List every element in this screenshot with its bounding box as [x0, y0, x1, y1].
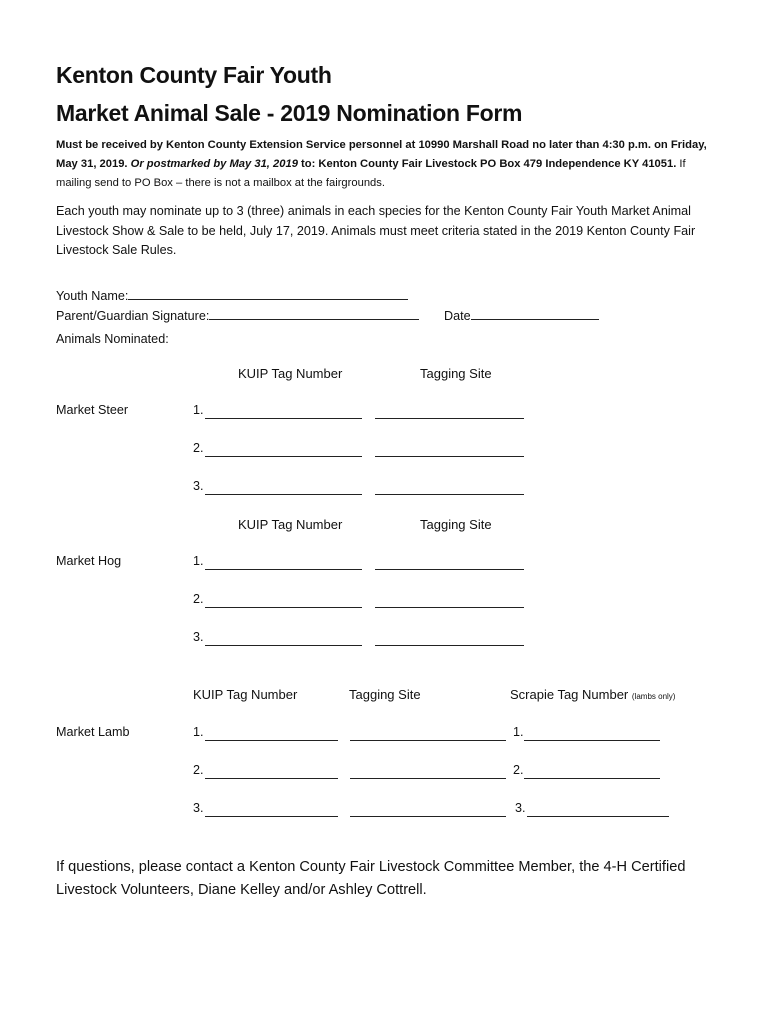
animals-nominated-label: Animals Nominated: — [56, 332, 169, 346]
lamb-tagging-site-header: Tagging Site — [349, 687, 421, 702]
page-title-line2: Market Animal Sale - 2019 Nomination Form — [56, 100, 523, 126]
hog-site-2-line[interactable] — [375, 607, 524, 608]
contact-note: If questions, please contact a Kenton County Fair Livestock Committee Member, the 4-H Certified Livestock Volunteers, Diane Kelley and/or Ashley Cottrell. — [56, 859, 686, 898]
submission-instructions — [56, 136, 716, 193]
steer-site-2-line[interactable] — [375, 456, 524, 457]
steer-kuip-header: KUIP Tag Number — [238, 366, 343, 381]
guardian-signature-line[interactable] — [209, 307, 419, 320]
lamb-row-1-number: 1. — [193, 725, 204, 739]
youth-name-field[interactable] — [56, 287, 408, 303]
lamb-row-2-number: 2. — [193, 763, 204, 777]
date-line[interactable] — [471, 307, 599, 320]
steer-kuip-1-line[interactable] — [205, 418, 362, 419]
hog-kuip-1-line[interactable] — [205, 569, 362, 570]
guardian-signature-label: Parent/Guardian Signature: — [56, 309, 210, 323]
steer-row-2-number: 2. — [193, 441, 204, 455]
market-hog-label: Market Hog — [56, 554, 122, 568]
lamb-scrapie-2-line[interactable] — [524, 778, 660, 779]
hog-kuip-header: KUIP Tag Number — [238, 517, 343, 532]
market-lamb-label: Market Lamb — [56, 725, 130, 739]
hog-kuip-2-line[interactable] — [205, 607, 362, 608]
lamb-scrapie-1-line[interactable] — [524, 740, 660, 741]
lamb-scrapie-3-number: 3. — [515, 801, 526, 815]
lamb-site-2-line[interactable] — [350, 778, 506, 779]
lamb-kuip-3-line[interactable] — [205, 816, 338, 817]
instructions-address: to: Kenton County Fair Livestock PO Box 479 Independence KY 41051. — [297, 158, 677, 170]
hog-row-3-number: 3. — [193, 630, 204, 644]
youth-name-line[interactable] — [128, 287, 408, 300]
hog-row-2-number: 2. — [193, 592, 204, 606]
lamb-kuip-1-line[interactable] — [205, 740, 338, 741]
steer-site-3-line[interactable] — [375, 494, 524, 495]
scrapie-header-note: (lambs only) — [631, 692, 676, 701]
instructions-mailing-note: If mailing send to PO Box – there is not a mailbox at the fairgrounds. — [56, 158, 686, 189]
guardian-signature-field[interactable] — [56, 307, 419, 323]
lamb-scrapie-header — [510, 687, 675, 702]
lamb-site-1-line[interactable] — [350, 740, 506, 741]
hog-row-1-number: 1. — [193, 554, 204, 568]
steer-kuip-2-line[interactable] — [205, 456, 362, 457]
lamb-kuip-2-line[interactable] — [205, 778, 338, 779]
instructions-postmark: Or postmarked by May 31, 2019 — [130, 158, 298, 170]
hog-site-3-line[interactable] — [375, 645, 524, 646]
page-title-line1: Kenton County Fair Youth — [56, 62, 332, 88]
date-label: Date — [444, 309, 471, 323]
scrapie-header-text: Scrapie Tag Number — [510, 687, 629, 702]
steer-row-1-number: 1. — [193, 403, 204, 417]
steer-tagging-site-header: Tagging Site — [420, 366, 492, 381]
eligibility-paragraph: Each youth may nominate up to 3 (three) animals in each species for the Kenton County Fair Youth Market Animal Livestock Show & Sale to be held, July 17, 2019. Animals must meet criteria stated in the 2019 Kenton County Fair Livestock Sale Rules. — [56, 204, 696, 257]
hog-site-1-line[interactable] — [375, 569, 524, 570]
instructions-deadline: Must be received by Kenton County Extension Service personnel at 10990 Marshall Road no later than 4:30 p.m. on Friday, May 31, 2019. — [56, 139, 707, 170]
lamb-scrapie-1-number: 1. — [513, 725, 524, 739]
date-field[interactable] — [444, 307, 599, 323]
lamb-scrapie-2-number: 2. — [513, 763, 524, 777]
lamb-site-3-line[interactable] — [350, 816, 506, 817]
hog-tagging-site-header: Tagging Site — [420, 517, 492, 532]
steer-kuip-3-line[interactable] — [205, 494, 362, 495]
steer-row-3-number: 3. — [193, 479, 204, 493]
lamb-scrapie-3-line[interactable] — [527, 816, 669, 817]
hog-kuip-3-line[interactable] — [205, 645, 362, 646]
youth-name-label: Youth Name: — [56, 289, 129, 303]
lamb-kuip-header: KUIP Tag Number — [193, 687, 298, 702]
lamb-row-3-number: 3. — [193, 801, 204, 815]
market-steer-label: Market Steer — [56, 403, 129, 417]
steer-site-1-line[interactable] — [375, 418, 524, 419]
